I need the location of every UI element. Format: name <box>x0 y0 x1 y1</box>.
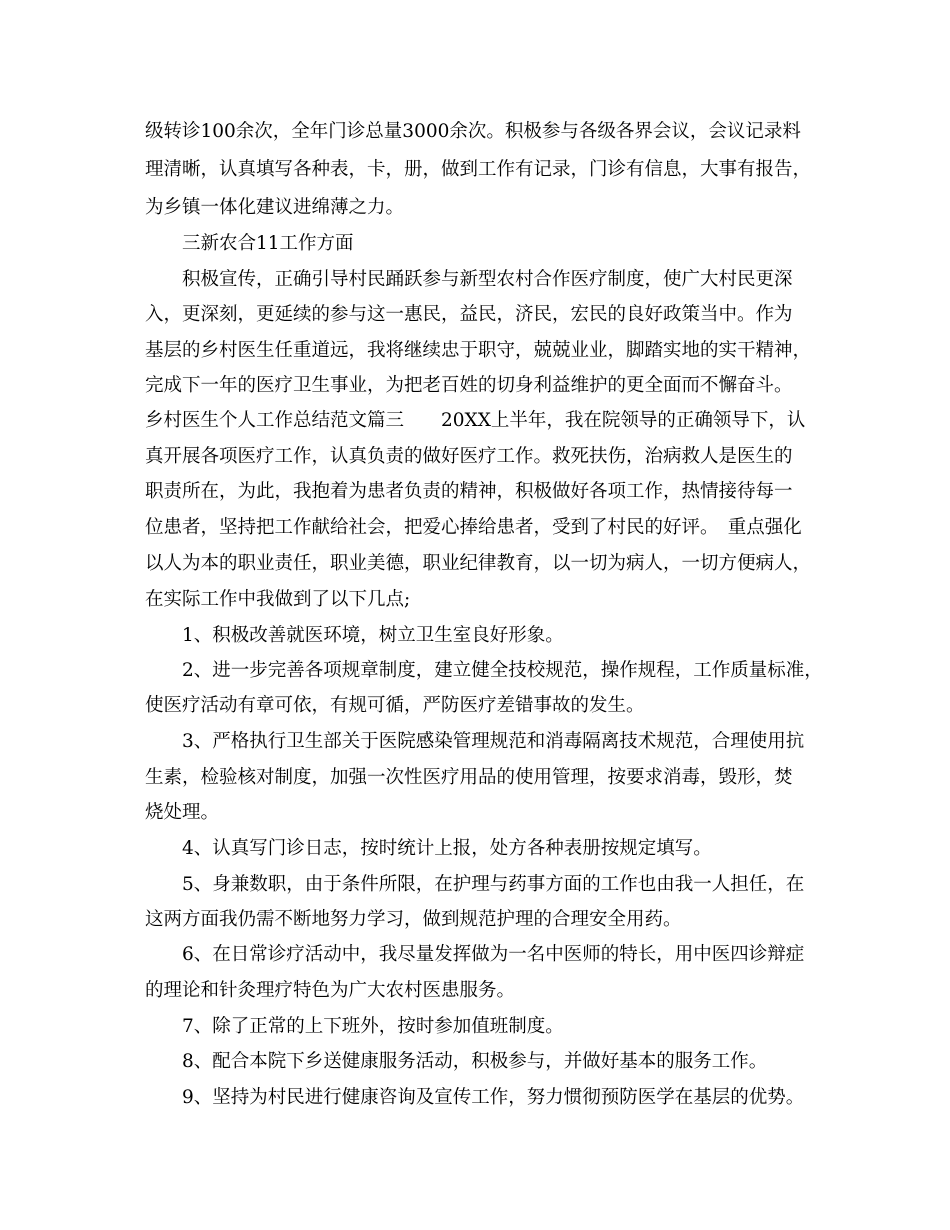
text-line: 的理论和针灸理疗特色为广大农村医患服务。 <box>145 980 516 1001</box>
text-line: 以人为本的职业责任，职业美德，职业纪律教育，以一切为病人，一切方便病人， <box>145 553 812 574</box>
list-item: 4、认真写门诊日志，按时统计上报，处方各种表册按规定填写。 <box>182 838 712 859</box>
list-item: 5、身兼数职，由于条件所限，在护理与药事方面的工作也由我一人担任，在 <box>182 874 805 895</box>
list-item: 1、积极改善就医环境，树立卫生室良好形象。 <box>182 625 564 646</box>
text-line: 理清晰，认真填写各种表，卡，册，做到工作有记录，门诊有信息，大事有报告， <box>145 159 812 180</box>
text-line: 使医疗活动有章可依，有规可循，严防医疗差错事故的发生。 <box>145 695 645 716</box>
text-line: 积极宣传，正确引导村民踊跃参与新型农村合作医疗制度，使广大村民更深 <box>182 269 793 290</box>
text-line: 位患者，坚持把工作献给社会，把爱心捧给患者，受到了村民的好评。 重点强化 <box>145 517 802 538</box>
text-line: 真开展各项医疗工作，认真负责的做好医疗工作。救死扶伤，治病救人是医生的 <box>145 446 793 467</box>
text-line: 在实际工作中我做到了以下几点; <box>145 589 411 610</box>
text-line: 乡村医生个人工作总结范文篇三 20XX上半年，我在院领导的正确领导下，认 <box>145 410 806 431</box>
list-item: 8、配合本院下乡送健康服务活动，积极参与，并做好基本的服务工作。 <box>182 1051 768 1072</box>
text-line: 为乡镇一体化建议进绵薄之力。 <box>145 197 405 218</box>
text-line: 烧处理。 <box>145 802 220 823</box>
text-line: 级转诊100余次，全年门诊总量3000余次。积极参与各级各界会议，会议记录料 <box>145 121 801 142</box>
text-line: 完成下一年的医疗卫生事业，为把老百姓的切身利益维护的更全面而不懈奋斗。 <box>145 375 793 396</box>
list-item: 6、在日常诊疗活动中，我尽量发挥做为一名中医师的特长，用中医四诊辩症 <box>182 944 805 965</box>
section-heading: 三新农合11工作方面 <box>182 233 354 254</box>
list-item: 3、严格执行卫生部关于医院感染管理规范和消毒隔离技术规范，合理使用抗 <box>182 731 805 752</box>
text-line: 这两方面我仍需不断地努力学习，做到规范护理的合理安全用药。 <box>145 909 682 930</box>
list-item: 7、除了正常的上下班外，按时参加值班制度。 <box>182 1016 564 1037</box>
text-line: 基层的乡村医生任重道远，我将继续忠于职守，兢兢业业，脚踏实地的实干精神， <box>145 340 812 361</box>
text-line: 生素，检验核对制度，加强一次性医疗用品的使用管理，按要求消毒，毁形，焚 <box>145 767 793 788</box>
text-line: 入，更深刻，更延续的参与这一惠民，益民，济民，宏民的良好政策当中。作为 <box>145 304 793 325</box>
list-item: 2、进一步完善各项规章制度，建立健全技校规范，操作规程，工作质量标准， <box>182 660 823 681</box>
list-item: 9、坚持为村民进行健康咨询及宣传工作，努力惯彻预防医学在基层的优势。 <box>182 1087 805 1108</box>
text-line: 职责所在，为此，我抱着为患者负责的精神，积极做好各项工作，热情接待每一 <box>145 481 793 502</box>
